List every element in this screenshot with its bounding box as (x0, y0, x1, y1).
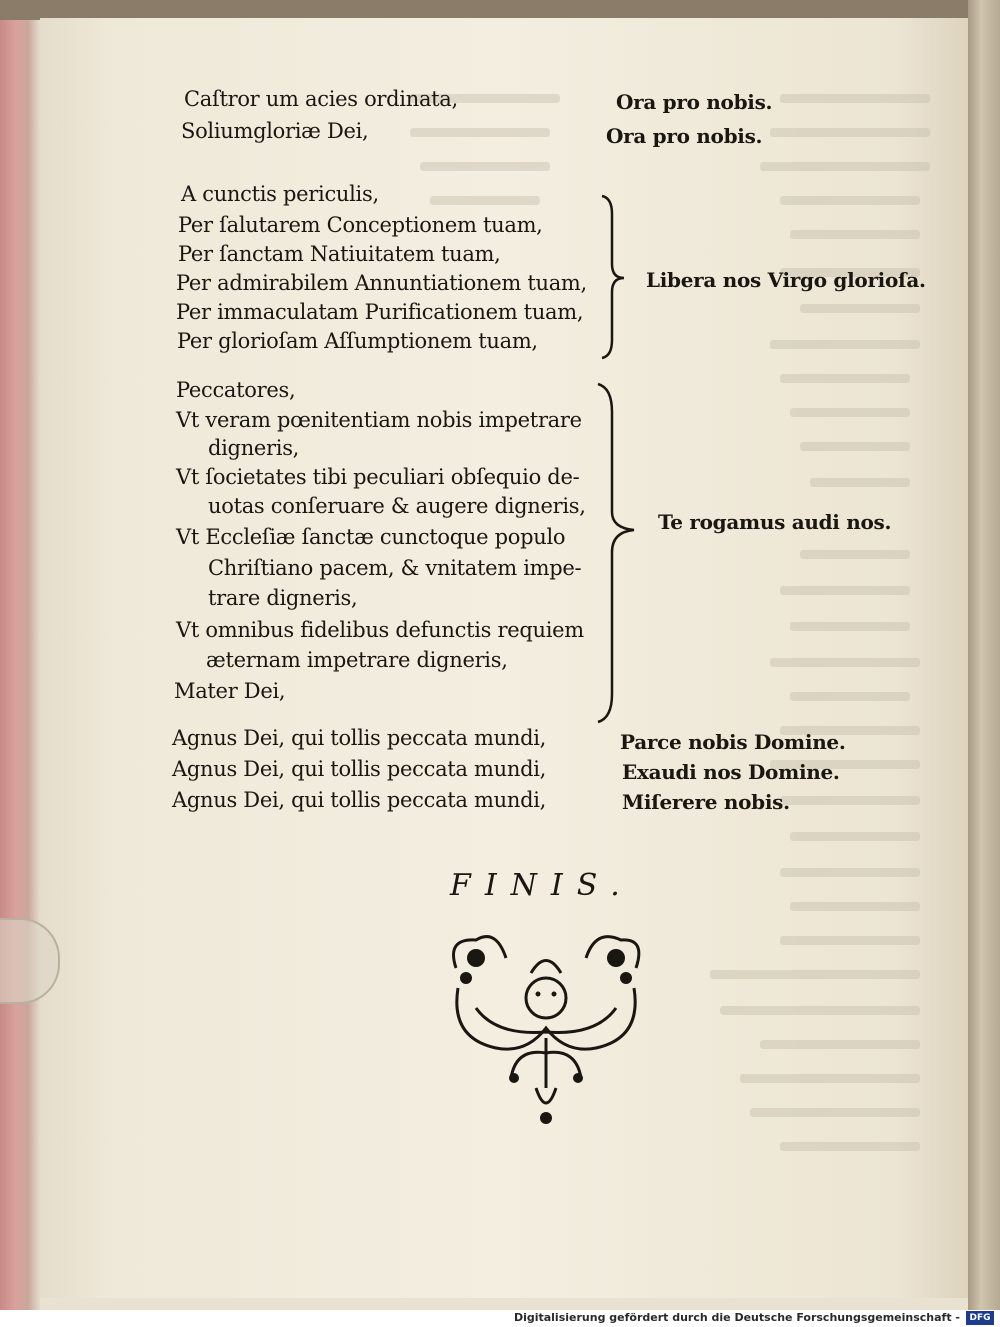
dfg-logo: DFG (966, 1311, 994, 1325)
agnus-line: Agnus Dei, qui tollis peccata mundi, (172, 726, 547, 750)
page-edge-right (968, 0, 1000, 1310)
page-edge-left (0, 20, 40, 1310)
petition-line: Per ſalutarem Conceptionem tuam, (178, 213, 543, 237)
brace-rogamus (594, 382, 654, 726)
petition-line: Mater Dei, (174, 679, 286, 703)
invocation-line: Caſtror um acies ordinata, (184, 87, 458, 111)
petition-line: A cunctis periculis, (181, 182, 379, 206)
petition-line: Chriſtiano pacem, & vnitatem impe- (208, 556, 582, 580)
petition-line: Per admirabilem Annuntiationem tuam, (176, 271, 587, 295)
agnus-response: Miſerere nobis. (622, 790, 790, 814)
invocation-response: Ora pro nobis. (616, 90, 773, 114)
petition-line: Per ſanctam Natiuitatem tuam, (178, 242, 501, 266)
petition-line: trare digneris, (208, 586, 358, 610)
petition-line: Vt Eccleſiæ ſanctæ cunctoque populo (176, 525, 566, 549)
petition-line: æternam impetrare digneris, (206, 648, 508, 672)
petition-line: digneris, (208, 436, 300, 460)
petition-line: Vt veram pœnitentiam nobis impetrare (176, 408, 582, 432)
funding-credit: Digitalisierung gefördert durch die Deutsche Forschungsgemeinschaft - (513, 1311, 960, 1324)
petition-line: Per immaculatam Purificationem tuam, (176, 300, 584, 324)
petition-line: Peccatores, (176, 378, 296, 402)
finis-heading: FINIS. (450, 868, 634, 903)
rogamus-response: Te rogamus audi nos. (658, 510, 892, 534)
petition-line: uotas conſeruare & augere digneris, (208, 494, 586, 518)
agnus-line: Agnus Dei, qui tollis peccata mundi, (172, 757, 547, 781)
petition-line: Vt omnibus fidelibus defunctis requiem (176, 618, 584, 642)
woodcut-ornament (436, 928, 656, 1138)
petition-line: Per glorioſam Aſſumptionem tuam, (177, 329, 538, 353)
invocation-line: Soliumgloriæ Dei, (181, 119, 369, 143)
invocation-response: Ora pro nobis. (606, 124, 763, 148)
agnus-response: Parce nobis Domine. (620, 730, 846, 754)
petition-line: Vt ſocietates tibi peculiari obſequio de- (176, 465, 580, 489)
agnus-line: Agnus Dei, qui tollis peccata mundi, (172, 788, 547, 812)
brace-libera (598, 194, 630, 360)
libera-response: Libera nos Virgo glorioſa. (646, 268, 926, 292)
agnus-response: Exaudi nos Domine. (622, 760, 840, 784)
